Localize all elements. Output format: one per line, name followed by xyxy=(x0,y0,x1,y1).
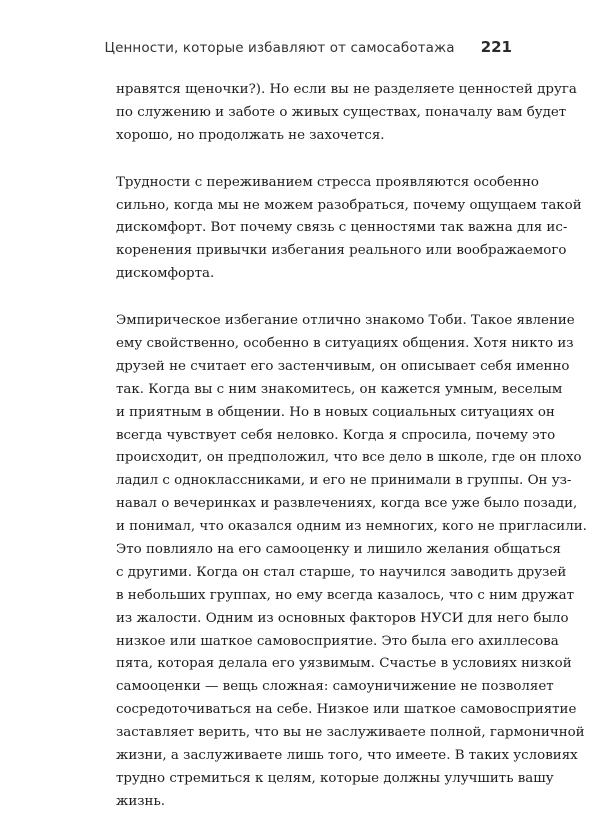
paragraph-1 xyxy=(116,79,577,148)
running-title: Ценности, которые избавляют от самосаботажа xyxy=(104,40,455,56)
text-line: в небольших группах, но ему всегда казалось, что с ним дружат xyxy=(116,587,575,603)
paragraph-2 xyxy=(116,172,582,286)
text-line: сосредоточиваться на себе. Низкое или шаткое самовосприятие xyxy=(116,702,577,718)
text-line: так. Когда вы с ним знакомитесь, он кажется умным, веселым xyxy=(116,381,563,397)
text-line: сильно, когда мы не можем разобраться, почему ощущаем такой xyxy=(116,197,582,213)
text-line: Это повлияло на его самооценку и лишило желания общаться xyxy=(116,542,561,558)
text-line: жизни, а заслуживаете лишь того, что имеете. В таких условиях xyxy=(116,748,578,764)
text-line: дискомфорта. xyxy=(116,266,215,282)
text-line: пята, которая делала его уязвимым. Счастье в условиях низкой xyxy=(116,656,572,672)
text-line: всегда чувствует себя неловко. Когда я спросила, почему это xyxy=(116,427,556,443)
text-line: с другими. Когда он стал старше, то научился заводить друзей xyxy=(116,564,567,580)
text-line: хорошо, но продолжать не захочется. xyxy=(116,127,385,143)
text-line: трудно стремиться к целям, которые должны улучшить вашу xyxy=(116,770,554,786)
page-number: 221 xyxy=(480,38,512,56)
text-line: низкое или шаткое самовосприятие. Это была его ахиллесова xyxy=(116,633,559,649)
text-line: ладил с одноклассниками, и его не принимали в группы. Он уз- xyxy=(116,473,572,489)
text-line: по служению и заботе о живых существах, поначалу вам будет xyxy=(116,104,567,120)
text-line: заставляет верить, что вы не заслуживаете полной, гармоничной xyxy=(116,725,585,741)
body-text xyxy=(116,79,587,838)
running-head xyxy=(105,38,513,56)
text-line: и понимал, что оказался одним из немногих, кого не пригласили. xyxy=(116,519,587,535)
text-line: навал о вечеринках и развлечениях, когда все уже было позади, xyxy=(116,496,578,512)
text-line: самооценки — вещь сложная: самоуничижение не позволяет xyxy=(116,679,554,695)
text-line: происходит, он предположил, что все дело в школе, где он плохо xyxy=(116,450,582,466)
text-line: ему свойственно, особенно в ситуациях общения. Хотя никто из xyxy=(116,336,574,352)
text-line: жизнь. xyxy=(116,793,166,809)
text-line: дискомфорт. Вот почему связь с ценностями так важна для ис- xyxy=(116,220,568,236)
text-line: Трудности с переживанием стресса проявляются особенно xyxy=(116,174,539,190)
text-line: друзей не считает его застенчивым, он описывает себя именно xyxy=(116,358,570,374)
text-line: коренения привычки избегания реального или воображаемого xyxy=(116,243,567,259)
text-line: и приятным в общении. Но в новых социальных ситуациях он xyxy=(116,404,555,420)
text-line: из жалости. Одним из основных факторов НУСИ для него было xyxy=(116,610,569,626)
paragraph-3 xyxy=(116,310,587,814)
text-line: Эмпирическое избегание отлично знакомо Тоби. Такое явление xyxy=(116,313,575,329)
text-line: нравятся щеночки?). Но если вы не разделяете ценностей друга xyxy=(116,82,577,97)
